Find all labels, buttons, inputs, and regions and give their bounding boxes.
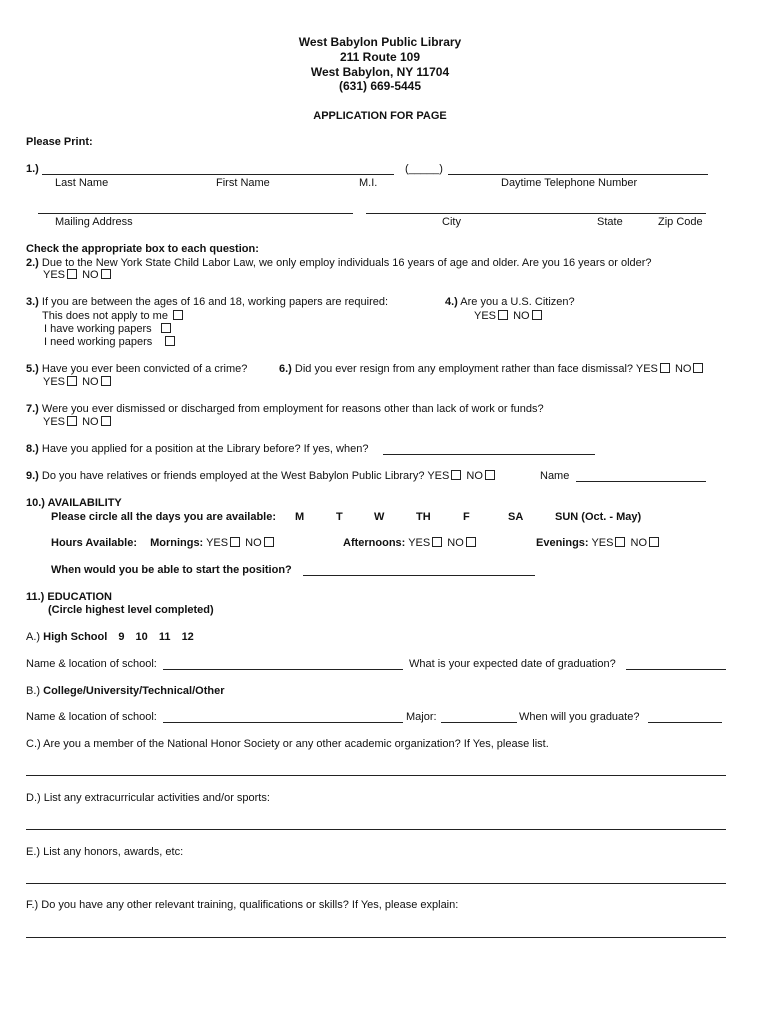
q2-no-checkbox[interactable] — [101, 269, 111, 279]
q3-option-1-label: This does not apply to me — [42, 310, 168, 322]
hs-grad-date-line[interactable] — [626, 669, 726, 670]
q9-no-checkbox[interactable] — [485, 470, 495, 480]
q5-number: 5.) — [26, 363, 39, 375]
mornings-no-checkbox[interactable] — [264, 537, 274, 547]
q9-question: Do you have relatives or friends employed at the West Babylon Public Library? — [41, 470, 425, 482]
check-heading: Check the appropriate box to each question: — [26, 243, 259, 255]
day-sa[interactable]: SA — [508, 511, 524, 523]
please-print-label: Please Print: — [26, 136, 93, 148]
q4-number: 4.) — [445, 296, 458, 308]
q2-text — [26, 257, 652, 270]
day-f[interactable]: F — [463, 511, 470, 523]
yes-label: YES — [43, 376, 66, 388]
library-street: 211 Route 109 — [339, 50, 421, 64]
q4-yes-checkbox[interactable] — [498, 310, 508, 320]
afternoons-row — [343, 537, 478, 550]
day-th[interactable]: TH — [416, 511, 431, 523]
q9-yes-checkbox[interactable] — [451, 470, 461, 480]
honors-question: E.) List any honors, awards, etc: — [26, 846, 184, 858]
college-row — [26, 685, 224, 698]
yes-label: YES — [635, 363, 658, 375]
q6-yes-checkbox[interactable] — [660, 363, 670, 373]
extracurricular-question: D.) List any extracurricular activities and/or sports: — [26, 792, 270, 804]
q8-text — [26, 443, 368, 456]
day-sun[interactable]: SUN (Oct. - May) — [555, 511, 642, 523]
evenings-row — [536, 537, 661, 550]
q6-text — [279, 363, 705, 376]
no-label: NO — [82, 376, 99, 388]
when-graduate-label: When will you graduate? — [519, 711, 640, 723]
grade-11[interactable]: 11 — [158, 631, 171, 643]
q3-option-1 — [42, 310, 185, 323]
high-school-label: High School — [43, 631, 108, 643]
hours-available-label: Hours Available: — [51, 537, 137, 549]
hs-grad-date-label: What is your expected date of graduation? — [409, 658, 616, 670]
day-t[interactable]: T — [336, 511, 343, 523]
phone-label: Daytime Telephone Number — [501, 177, 638, 189]
major-label: Major: — [406, 711, 437, 723]
q2-number: 2.) — [26, 257, 39, 269]
library-phone: (631) 669-5445 — [338, 79, 422, 93]
no-label: NO — [466, 470, 483, 482]
college-school-label: Name & location of school: — [26, 711, 157, 723]
no-label: NO — [674, 363, 692, 375]
q7-no-checkbox[interactable] — [101, 416, 111, 426]
grade-12[interactable]: 12 — [181, 631, 194, 643]
state-label: State — [597, 216, 623, 228]
no-label: NO — [82, 269, 99, 281]
q5-text — [26, 363, 247, 376]
evenings-no-checkbox[interactable] — [649, 537, 659, 547]
hours-row-left — [51, 537, 276, 550]
q3-option-2-checkbox[interactable] — [161, 323, 171, 333]
mailing-address-input-line[interactable] — [38, 213, 353, 214]
q3-option-3 — [44, 336, 177, 349]
mornings-yes-checkbox[interactable] — [230, 537, 240, 547]
q5-no-checkbox[interactable] — [101, 376, 111, 386]
q3-number: 3.) — [26, 296, 39, 308]
day-m[interactable]: M — [295, 511, 305, 523]
q9-text — [26, 470, 497, 483]
q7-yes-checkbox[interactable] — [67, 416, 77, 426]
city-label: City — [442, 216, 461, 228]
major-line[interactable] — [441, 722, 517, 723]
zip-label: Zip Code — [658, 216, 703, 228]
evenings-label: Evenings: — [536, 537, 589, 549]
q7-text — [26, 403, 544, 416]
afternoons-label: Afternoons: — [343, 537, 406, 549]
q9-name-label: Name — [540, 470, 570, 482]
hs-school-label: Name & location of school: — [26, 658, 157, 670]
q5-yes-checkbox[interactable] — [67, 376, 77, 386]
q1-number: 1.) — [26, 163, 39, 175]
no-label: NO — [630, 537, 648, 549]
high-school-row — [26, 631, 194, 644]
q8-number: 8.) — [26, 443, 39, 455]
when-graduate-line[interactable] — [648, 722, 722, 723]
last-name-label: Last Name — [55, 177, 109, 189]
q3-option-2-label: I have working papers — [44, 323, 152, 335]
q6-number: 6.) — [279, 363, 292, 375]
day-w[interactable]: W — [374, 511, 385, 523]
no-label: NO — [82, 416, 99, 428]
grade-10[interactable]: 10 — [135, 631, 148, 643]
education-heading: 11.) EDUCATION — [26, 591, 112, 603]
q2-question: Due to the New York State Child Labor Law, we only employ individuals 16 years of age and older. Are you 16 years or older? — [41, 257, 652, 269]
q4-text — [445, 296, 575, 309]
mi-label: M.I. — [359, 177, 378, 189]
yes-label: YES — [408, 537, 431, 549]
yes-label: YES — [43, 269, 66, 281]
yes-label: YES — [427, 470, 450, 482]
start-date-line[interactable] — [303, 575, 535, 576]
grade-9[interactable]: 9 — [118, 631, 125, 643]
q3-option-3-label: I need working papers — [44, 336, 153, 348]
q2-options — [43, 269, 113, 282]
library-city: West Babylon, NY 11704 — [310, 65, 450, 79]
mailing-address-label: Mailing Address — [55, 216, 133, 228]
honor-society-line[interactable] — [26, 775, 726, 776]
circle-days-label: Please circle all the days you are available: — [51, 511, 277, 523]
yes-label: YES — [206, 537, 229, 549]
q4-question: Are you a U.S. Citizen? — [460, 296, 575, 308]
q6-question: Did you ever resign from any employment rather than face dismissal? — [294, 363, 634, 375]
q7-number: 7.) — [26, 403, 39, 415]
library-name: West Babylon Public Library — [298, 35, 462, 49]
yes-label: YES — [474, 310, 497, 322]
honor-society-question: C.) Are you a member of the National Honor Society or any other academic organization? If Yes, please list. — [26, 738, 549, 750]
q5-options — [43, 376, 113, 389]
q5-question: Have you ever been convicted of a crime? — [41, 363, 248, 375]
college-school-line[interactable] — [163, 722, 403, 723]
college-label: College/University/Technical/Other — [43, 685, 225, 697]
q8-question: Have you applied for a position at the Library before? If yes, when? — [41, 443, 369, 455]
evenings-yes-checkbox[interactable] — [615, 537, 625, 547]
phone-input-line[interactable] — [448, 174, 708, 175]
first-name-label: First Name — [216, 177, 270, 189]
q2-yes-checkbox[interactable] — [67, 269, 77, 279]
q3-text — [26, 296, 388, 309]
area-code-parens: (_____) — [405, 163, 443, 175]
city-state-zip-input-line[interactable] — [366, 213, 706, 214]
form-title: APPLICATION FOR PAGE — [313, 110, 447, 122]
q3-option-1-checkbox[interactable] — [173, 310, 183, 320]
start-date-label: When would you be able to start the position? — [51, 564, 292, 576]
afternoons-no-checkbox[interactable] — [466, 537, 476, 547]
a-prefix: A.) — [26, 631, 41, 643]
training-line[interactable] — [26, 937, 726, 938]
q4-options — [474, 310, 544, 323]
no-label: NO — [513, 310, 530, 322]
q9-number: 9.) — [26, 470, 39, 482]
yes-label: YES — [43, 416, 66, 428]
q8-answer-line[interactable] — [383, 454, 595, 455]
afternoons-yes-checkbox[interactable] — [432, 537, 442, 547]
q3-option-2 — [44, 323, 173, 336]
training-question: F.) Do you have any other relevant training, qualifications or skills? If Yes, please explain: — [26, 899, 459, 911]
name-input-line[interactable] — [42, 174, 394, 175]
q9-name-line[interactable] — [576, 481, 706, 482]
extracurricular-line[interactable] — [26, 829, 726, 830]
q4-no-checkbox[interactable] — [532, 310, 542, 320]
q3-question: If you are between the ages of 16 and 18, working papers are required: — [41, 296, 389, 308]
education-subtitle: (Circle highest level completed) — [48, 604, 214, 616]
yes-label: YES — [591, 537, 614, 549]
availability-heading: 10.) AVAILABILITY — [26, 497, 122, 509]
no-label: NO — [245, 537, 262, 549]
b-prefix: B.) — [26, 685, 41, 697]
hs-school-line[interactable] — [163, 669, 403, 670]
no-label: NO — [447, 537, 464, 549]
mornings-label: Mornings: — [150, 537, 204, 549]
q7-question: Were you ever dismissed or discharged from employment for reasons other than lack of work or funds? — [41, 403, 544, 415]
q6-no-checkbox[interactable] — [693, 363, 703, 373]
honors-line[interactable] — [26, 883, 726, 884]
q7-options — [43, 416, 113, 429]
q3-option-3-checkbox[interactable] — [165, 336, 175, 346]
